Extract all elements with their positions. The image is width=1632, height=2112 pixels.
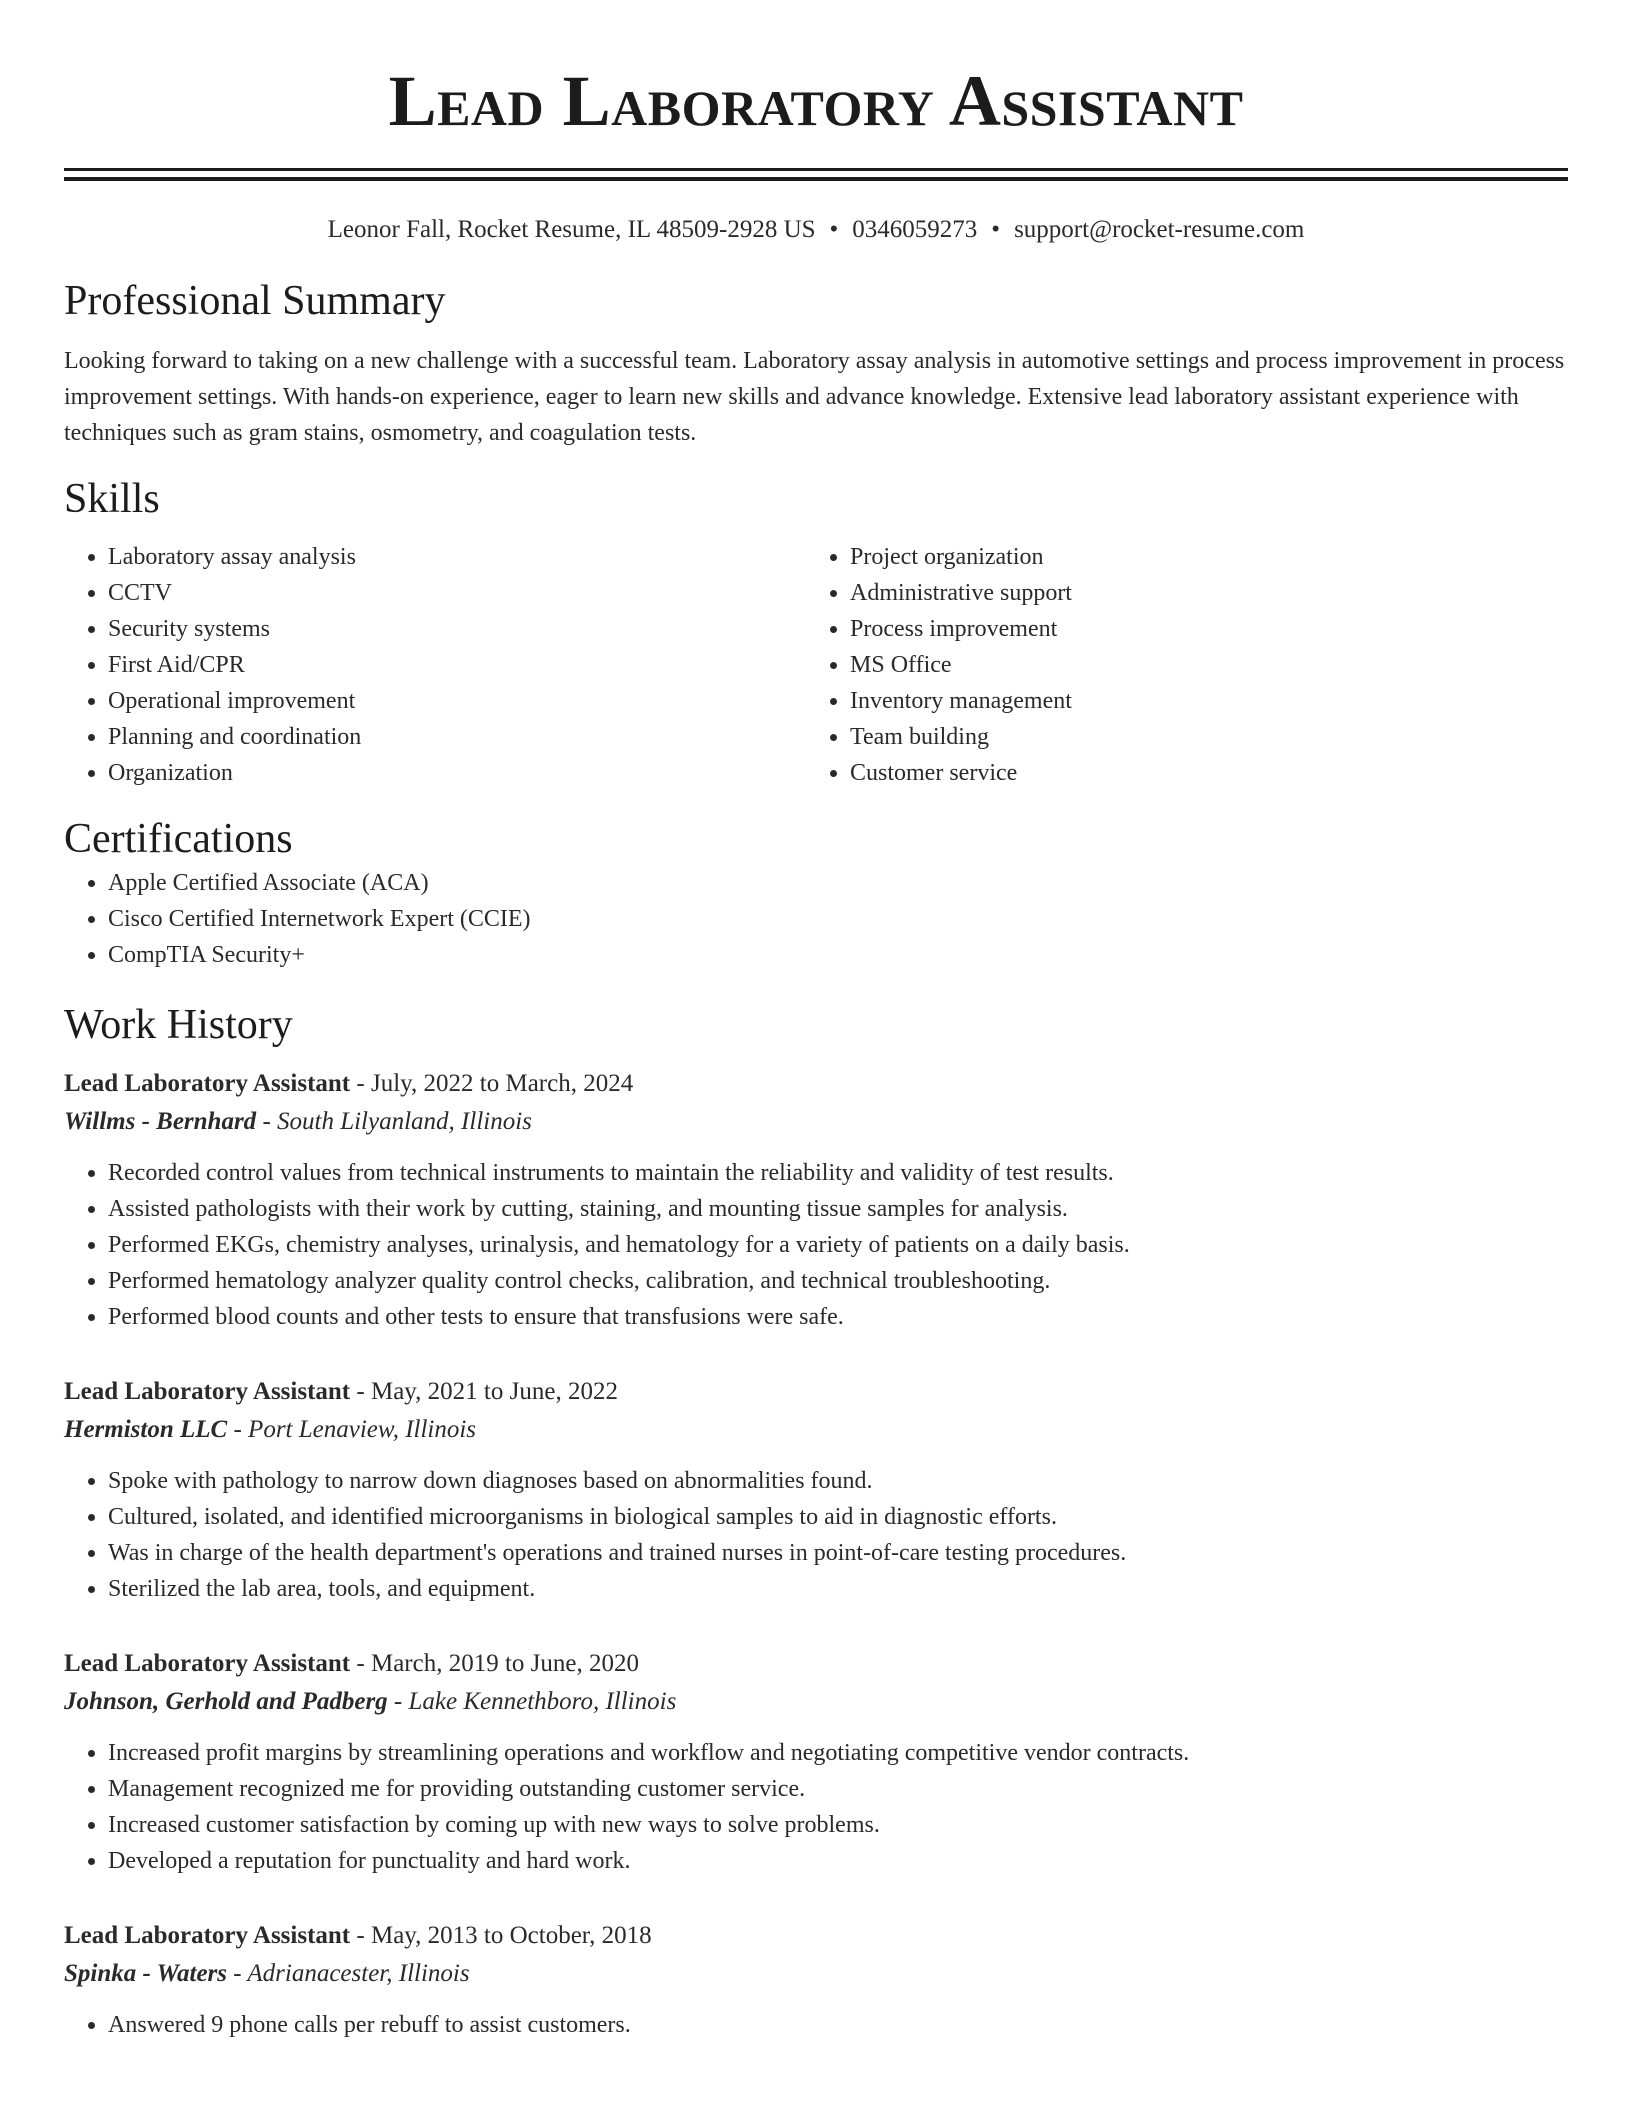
- job-bullet: • Performed EKGs, chemistry analyses, urinalysis, and hematology for a variety of patients on a daily basis.: [108, 1227, 1568, 1263]
- job-company-line: [64, 1955, 1568, 1993]
- job-bullet: • Cultured, isolated, and identified microorganisms in biological samples to aid in diagnostic efforts.: [108, 1499, 1568, 1535]
- title-divider: [64, 168, 1568, 181]
- skills-list-left: [64, 539, 806, 791]
- job-location: - Lake Kennethboro, Illinois: [387, 1688, 677, 1715]
- skill-item: • CCTV: [108, 575, 806, 611]
- contact-separator: •: [829, 216, 839, 243]
- job-bullet: • Management recognized me for providing outstanding customer service.: [108, 1771, 1568, 1807]
- summary-heading: Professional Summary: [64, 278, 446, 324]
- job-location: - South Lilyanland, Illinois: [256, 1108, 532, 1135]
- job-bullet: • Was in charge of the health department's operations and trained nurses in point-of-care testing procedures.: [108, 1535, 1568, 1571]
- skill-item: • Project organization: [850, 539, 1548, 575]
- skills-heading: Skills: [64, 476, 160, 522]
- job-bullet: • Recorded control values from technical instruments to maintain the reliability and validity of test results.: [108, 1155, 1568, 1191]
- job-role: Lead Laboratory Assistant: [64, 1650, 351, 1677]
- resume-title: Lead Laboratory Assistant: [388, 61, 1244, 141]
- skill-item: • Operational improvement: [108, 683, 806, 719]
- skill-item: • Planning and coordination: [108, 719, 806, 755]
- contact-separator: •: [991, 216, 1001, 243]
- skill-item: • Inventory management: [850, 683, 1548, 719]
- skill-item: • Customer service: [850, 755, 1548, 791]
- job-role: Lead Laboratory Assistant: [64, 1378, 351, 1405]
- certifications-list: [64, 865, 1568, 973]
- job-location: - Adrianacester, Illinois: [227, 1960, 470, 1987]
- job-header: [64, 1373, 1568, 1411]
- job-bullet: • Developed a reputation for punctuality and hard work.: [108, 1843, 1568, 1879]
- skill-item: • Security systems: [108, 611, 806, 647]
- skill-item: • MS Office: [850, 647, 1548, 683]
- job-bullet: • Increased customer satisfaction by coming up with new ways to solve problems.: [108, 1807, 1568, 1843]
- job-location: - Port Lenaview, Illinois: [227, 1416, 477, 1443]
- job-company-line: [64, 1411, 1568, 1449]
- job-company: Johnson, Gerhold and Padberg: [64, 1688, 388, 1715]
- certification-item: • Cisco Certified Internetwork Expert (CCIE): [108, 901, 1568, 937]
- skill-item: • Team building: [850, 719, 1548, 755]
- job-role: Lead Laboratory Assistant: [64, 1070, 351, 1097]
- job-bullets: [64, 1155, 1568, 1335]
- job-bullet: • Increased profit margins by streamlining operations and workflow and negotiating competitive vendor contracts.: [108, 1735, 1568, 1771]
- skill-item: • Process improvement: [850, 611, 1548, 647]
- job-company-line: [64, 1103, 1568, 1141]
- job-bullet: • Spoke with pathology to narrow down diagnoses based on abnormalities found.: [108, 1463, 1568, 1499]
- job-company-line: [64, 1683, 1568, 1721]
- job-entry: [64, 1373, 1568, 1607]
- job-bullets: [64, 1735, 1568, 1879]
- work-history-heading: Work History: [64, 1002, 293, 1048]
- contact-email[interactable]: support@rocket-resume.com: [1014, 216, 1305, 243]
- certifications-heading: Certifications: [64, 816, 293, 862]
- job-header: [64, 1645, 1568, 1683]
- skill-item: • Administrative support: [850, 575, 1548, 611]
- skill-item: • Organization: [108, 755, 806, 791]
- job-header: [64, 1065, 1568, 1103]
- contact-line: [64, 213, 1568, 247]
- job-bullet: • Sterilized the lab area, tools, and equipment.: [108, 1571, 1568, 1607]
- job-entry: [64, 1917, 1568, 2043]
- certification-item: • Apple Certified Associate (ACA): [108, 865, 1568, 901]
- job-role: Lead Laboratory Assistant: [64, 1922, 351, 1949]
- job-bullet: • Performed hematology analyzer quality control checks, calibration, and technical troubleshooting.: [108, 1263, 1568, 1299]
- job-dates: - July, 2022 to March, 2024: [350, 1070, 634, 1097]
- skill-item: • Laboratory assay analysis: [108, 539, 806, 575]
- job-bullet: • Performed blood counts and other tests to ensure that transfusions were safe.: [108, 1299, 1568, 1335]
- job-company: Hermiston LLC: [64, 1416, 228, 1443]
- job-bullet: • Answered 9 phone calls per rebuff to assist customers.: [108, 2007, 1568, 2043]
- job-dates: - May, 2021 to June, 2022: [350, 1378, 618, 1405]
- job-company: Spinka - Waters: [64, 1960, 228, 1987]
- job-company: Willms - Bernhard: [64, 1108, 257, 1135]
- skill-item: • First Aid/CPR: [108, 647, 806, 683]
- job-bullet: • Assisted pathologists with their work by cutting, staining, and mounting tissue samples for analysis.: [108, 1191, 1568, 1227]
- job-bullets: [64, 1463, 1568, 1607]
- job-entry: [64, 1065, 1568, 1335]
- contact-phone: 0346059273: [852, 216, 978, 243]
- summary-text: Looking forward to taking on a new challenge with a successful team. Laboratory assay analysis in automotive settings and process improvement in process improvement settings. With hands-on experience, eager to learn new skills and advance knowledge. Extensive lead laboratory assistant experience with techniques such as gram stains, osmometry, and coagulation tests.: [64, 348, 1565, 446]
- skills-grid: [64, 539, 1568, 791]
- job-bullets: [64, 2007, 1568, 2043]
- job-dates: - March, 2019 to June, 2020: [350, 1650, 639, 1677]
- contact-address: Leonor Fall, Rocket Resume, IL 48509-2928 US: [327, 216, 816, 243]
- certification-item: • CompTIA Security+: [108, 937, 1568, 973]
- skills-list-right: [806, 539, 1548, 791]
- job-header: [64, 1917, 1568, 1955]
- job-entry: [64, 1645, 1568, 1879]
- job-dates: - May, 2013 to October, 2018: [350, 1922, 652, 1949]
